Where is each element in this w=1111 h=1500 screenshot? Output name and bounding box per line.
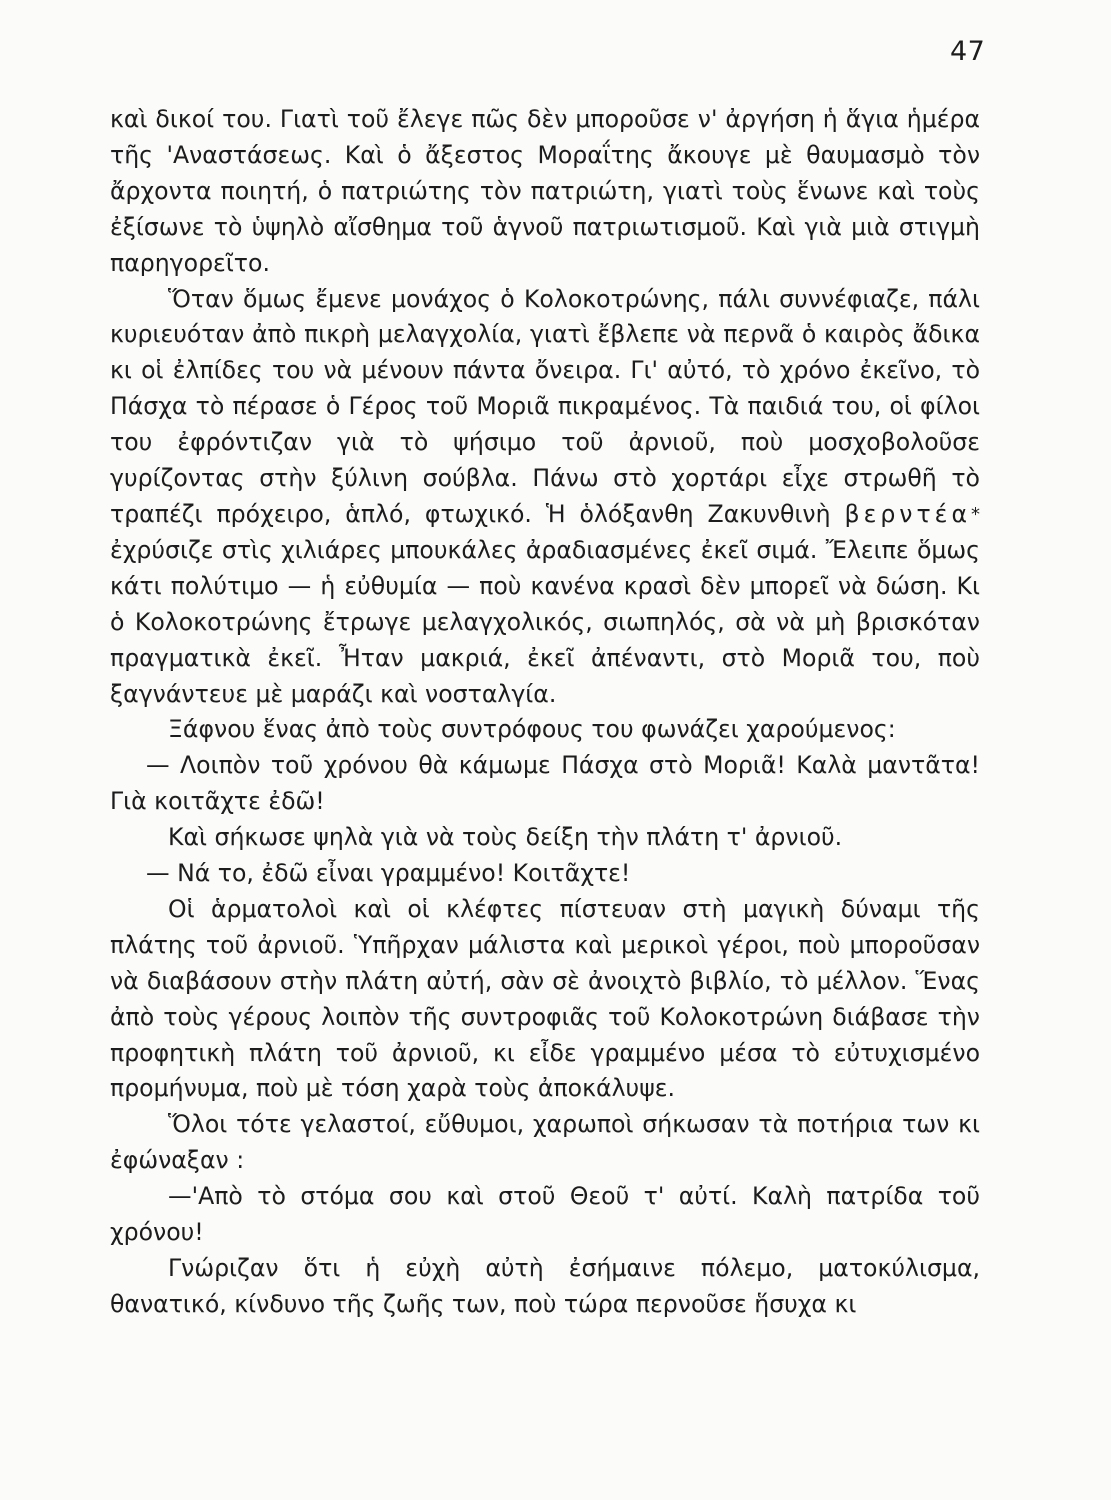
paragraph-companion-shouts: Ξάφνου ἕνας ἀπὸ τοὺς συντρόφους του φωνάζει χαρούμενος: [168, 715, 896, 744]
page-number: 47 [950, 36, 986, 67]
footnote-marker: * [971, 503, 980, 525]
wine-name-spaced: βερντέα [844, 499, 971, 528]
paragraph-kolokotronis-alone [110, 282, 980, 713]
paragraph-prophecy: Οἱ ἁρματολοὶ καὶ οἱ κλέφτες πίστευαν στὴ μαγικὴ δύναμι τῆς πλάτης τοῦ ἀρνιοῦ. Ὑπῆρχαν μάλιστα καὶ μερικοὶ γέροι, ποὺ μποροῦσαν νὰ διαβάσουν στὴν πλάτη αὐτή, σὰν σὲ ἀνοιχτὸ βιβλίο, τὸ μέλλον. Ἕνας ἀπὸ τοὺς γέρους λοιπὸν τῆς συντροφιᾶς τοῦ Κολοκοτρώνη διάβασε τὴν προφητικὴ πλάτη τοῦ ἀρνιοῦ, κι εἶδε γραμμένο μέσα τὸ εὐτυχισμένο προμήνυμα, ποὺ μὲ τόση χαρὰ τοὺς ἀποκάλυψε. [110, 894, 980, 1103]
paragraph-continuation: καὶ δικοί του. Γιατὶ τοῦ ἔλεγε πῶς δὲν μποροῦσε ν' ἀργήση ἡ ἅγια ἡμέρα τῆς 'Αναστάσεως. Καὶ ὁ ἄξεστος Μοραΐτης ἄκουγε μὲ θαυμασμὸ τὸν ἄρχοντα ποιητή, ὁ πατριώτης τὸν πατριώτη, γιατὶ τοὺς ἕνωνε καὶ τοὺς ἐξίσωνε τὸ ὑψηλὸ αἴσθημα τοῦ ἁγνοῦ πατριωτισμοῦ. Καὶ γιὰ μιὰ στιγμὴ παρηγορεῖτο. [110, 105, 980, 277]
paragraph-final: Γνώριζαν ὅτι ἡ εὐχὴ αὐτὴ ἐσήμαινε πόλεμο, ματοκύλισμα, θανατικό, κίνδυνο τῆς ζωῆς των, ποὺ τώρα περνοῦσε ἥσυχα κι [110, 1254, 980, 1318]
paragraph-text: Ὅταν ὅμως ἔμενε μονάχος ὁ Κολοκοτρώνης, πάλι συννέφιαζε, πάλι κυριευόταν ἀπὸ πικρὴ μελαγχολία, γιατὶ ἔβλεπε νὰ περνᾶ ὁ καιρὸς ἄδικα κι οἱ ἐλπίδες του νὰ μένουν πάντα ὄνειρα. Γι' αὐτό, τὸ χρόνο ἐκεῖνο, τὸ Πάσχα τὸ πέρασε ὁ Γέρος τοῦ Μοριᾶ πικραμένος. Τὰ παιδιά του, οἱ φίλοι του ἐφρόντιζαν γιὰ τὸ ψήσιμο τοῦ ἀρνιοῦ, ποὺ μοσχοβολοῦσε γυρίζοντας στὴν ξύλινη σούβλα. Πάνω στὸ χορτάρι εἶχε στρωθῆ τὸ τραπέζι πρόχειρο, ἁπλό, φτωχικό. Ἡ ὁλόξανθη Ζακυνθινὴ [110, 284, 980, 528]
page-body [110, 102, 980, 1323]
paragraph-lifted-shoulder: Καὶ σήκωσε ψηλὰ γιὰ νὰ τοὺς δείξη τὴν πλάτη τ' ἀρνιοῦ. [168, 823, 843, 852]
dialogue-line: — Λοιπὸν τοῦ χρόνου θὰ κάμωμε Πάσχα στὸ Μοριᾶ! Καλὰ μαντᾶτα! Γιὰ κοιτᾶχτε ἐδῶ! [110, 751, 980, 816]
paragraph-text: ἐχρύσιζε στὶς χιλιάρες μπουκάλες ἀραδιασμένες ἐκεῖ σιμά. Ἔλειπε ὅμως κάτι πολύτιμο — ἡ εὐθυμία — ποὺ κανένα κρασὶ δὲν μπορεῖ νὰ δώση. Κι ὁ Κολοκοτρώνης ἔτρωγε μελαγχολικός, σιωπηλός, σὰ νὰ μὴ βρισκόταν πραγματικὰ ἐκεῖ. Ἦταν μακριά, ἐκεῖ ἀπέναντι, στὸ Μοριᾶ του, ποὺ ξαγνάντευε μὲ μαράζι καὶ νοσταλγία. [110, 535, 980, 708]
dialogue-line: — Νά το, ἐδῶ εἶναι γραμμένο! Κοιτᾶχτε! [146, 859, 631, 888]
paragraph-toast: Ὅλοι τότε γελαστοί, εὔθυμοι, χαρωποὶ σήκωσαν τὰ ποτήρια των κι ἐφώναξαν : [110, 1110, 980, 1175]
dialogue-line: —'Απὸ τὸ στόμα σου καὶ στοῦ Θεοῦ τ' αὐτί. Καλὴ πατρίδα τοῦ χρόνου! [110, 1182, 980, 1247]
